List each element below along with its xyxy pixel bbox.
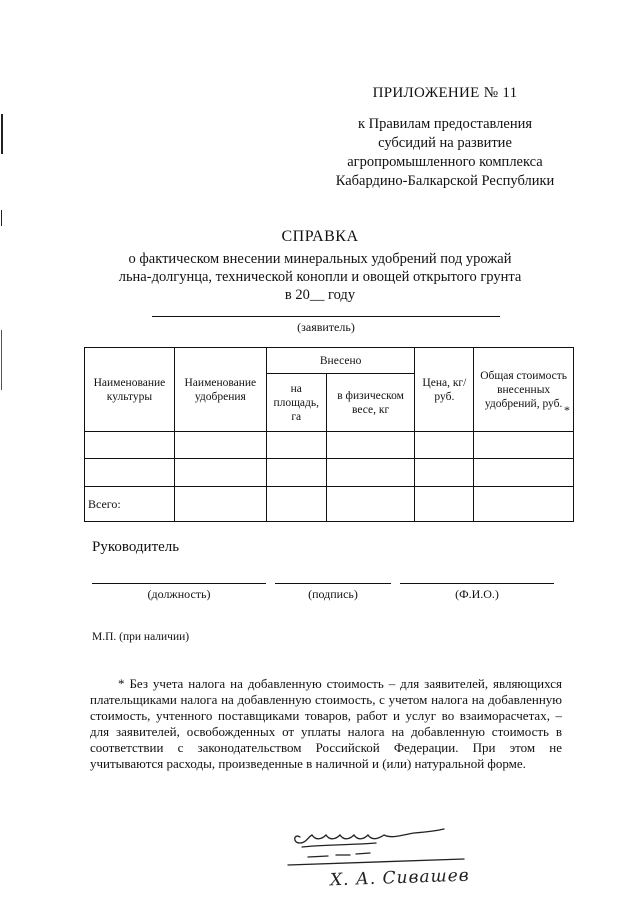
footnote-asterisk: * (564, 403, 570, 417)
table-row (85, 432, 574, 459)
handwritten-name: Х. А. Сивашев (329, 865, 470, 891)
document-title: СПРАВКА (281, 228, 359, 245)
header-fertilizer: Наименование удобрения (174, 348, 266, 432)
subtitle-line: о фактическом внесении минеральных удобрений под урожай (128, 251, 512, 267)
name-line (400, 583, 554, 584)
seal-label: М.П. (при наличии) (92, 631, 190, 643)
scan-margin-mark (1, 114, 3, 154)
fertilizer-table (84, 347, 574, 522)
total-label: Всего: (85, 487, 175, 522)
header-area: на площадь, га (266, 374, 326, 432)
appendix-line: Кабардино-Балкарской Республики (335, 173, 555, 189)
footnote-text: * Без учета налога на добавленную стоимость – для заявителей, являющихся плательщиками налога на добавленную стоимость, с учетом налога на добавленную стоимость, учтенного поставщиками товаров, работ и услуг во взаиморасчетах, – для заявителей, освобожденных от уплаты налога на добавленную стоимость в соответствии с законодательством Российской Федерации. При этом не учитываются расходы, произведенные в наличной и (или) натуральной форме. (90, 676, 562, 771)
header-culture: Наименование культуры (85, 348, 175, 432)
appendix-line: субсидий на развитие (378, 135, 512, 151)
subtitle-line: в 20__ году (284, 287, 356, 303)
header-price: Цена, кг/руб. (415, 348, 474, 432)
scan-margin-mark (1, 210, 2, 226)
position-line (92, 583, 266, 584)
signature-line (275, 583, 391, 584)
header-applied: Внесено (266, 348, 415, 374)
scan-margin-mark (1, 330, 2, 390)
header-weight: в физическом весе, кг (326, 374, 415, 432)
head-label: Руководитель (92, 539, 180, 555)
signature-caption: (подпись) (308, 587, 358, 601)
applicant-caption: (заявитель) (297, 320, 355, 334)
total-row (85, 487, 574, 522)
position-caption: (должность) (147, 587, 211, 601)
appendix-header (300, 84, 590, 191)
applicant-line (152, 316, 500, 317)
subtitle-line: льна-долгунца, технической конопли и овощей открытого грунта (118, 269, 522, 285)
appendix-title: ПРИЛОЖЕНИЕ № 11 (372, 85, 518, 101)
table-row (85, 459, 574, 487)
document-subtitle (80, 250, 560, 304)
header-total-cost: Общая стоимость внесенных удобрений, руб. (474, 348, 574, 432)
appendix-line: к Правилам предоставления (357, 116, 533, 132)
appendix-line: агропромышленного комплекса (347, 154, 543, 170)
name-caption: (Ф.И.О.) (455, 587, 499, 601)
